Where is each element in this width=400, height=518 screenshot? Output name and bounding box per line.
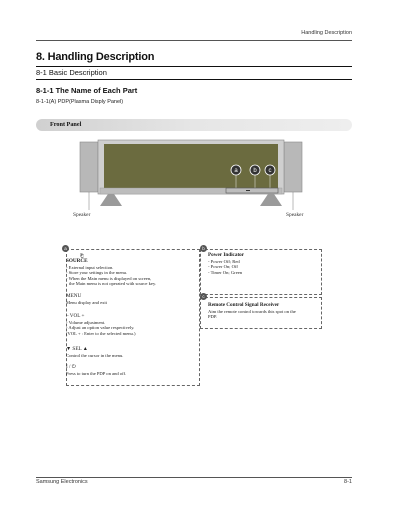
right-speaker-illustration	[284, 142, 302, 192]
page-title: 8. Handling Description	[36, 51, 155, 63]
callout-a-text: a	[234, 168, 238, 174]
volume-line-3: (VOL + : Enter to the selected menu.)	[66, 330, 136, 336]
callout-b-text: b	[253, 168, 257, 174]
select-desc: Control the cursor in the menu.	[66, 352, 124, 358]
power-indicator-section	[208, 253, 318, 275]
footer-divider	[36, 477, 352, 478]
remote-receiver-title: Remote Control Signal Receiver	[208, 302, 280, 308]
pdp-front-illustration	[60, 136, 320, 214]
remote-receiver-section	[208, 303, 318, 320]
menu-desc: Menu display and exit	[66, 299, 107, 305]
front-panel-label: Front Panel	[50, 121, 82, 128]
running-header: Handling Description	[301, 30, 352, 36]
footer-page-number: 8-1	[344, 479, 352, 485]
power-indicator-line-3: - Timer On; Green	[208, 269, 243, 275]
model-subheading: 8-1-1(A) PDP(Plasma Disply Panel)	[36, 99, 124, 105]
power-title: I / ⏻	[66, 364, 76, 370]
box-c-badge: c	[200, 293, 207, 300]
left-stand	[100, 194, 122, 206]
power-section	[66, 365, 196, 376]
menu-title: MENU	[66, 293, 82, 299]
source-line-1: - External input selection.	[66, 264, 114, 270]
left-speaker-illustration	[80, 142, 98, 192]
source-line-4: the Main menu is not operated with source key.	[69, 281, 157, 287]
menu-section	[66, 294, 196, 305]
section-subtitle: 8-1 Basic Description	[36, 68, 107, 77]
speaker-label-left: Speaker	[73, 212, 91, 218]
callout-c-text: c	[268, 168, 272, 174]
power-indicator-line-1: - Power Off; Red	[208, 258, 240, 264]
volume-section	[66, 314, 196, 336]
source-line-2: - Store your settings in the menu.	[66, 270, 128, 276]
select-section	[66, 347, 196, 358]
select-title: ▼ SEL ▲	[66, 346, 88, 352]
right-stand	[260, 194, 282, 206]
footer-company: Samsung Electronics	[36, 479, 88, 485]
volume-line-1: - Volume adjustment.	[66, 319, 106, 325]
volume-line-2: - Adjust an option value respectively.	[66, 325, 135, 331]
remote-receiver-line-2: PDP.	[208, 314, 218, 320]
power-indicator-line-2: - Power On; Off	[208, 264, 238, 270]
source-title: SOURCE	[66, 258, 88, 264]
source-section	[66, 259, 196, 287]
volume-title: – VOL +	[66, 313, 85, 319]
source-icon: ⎗	[80, 253, 84, 258]
box-a-badge: a	[62, 245, 69, 252]
header-divider	[36, 40, 352, 41]
source-line-3: - When the Main menu is displayed on screen,	[66, 275, 152, 281]
speaker-label-right: Speaker	[286, 212, 304, 218]
remote-receiver-line-1: Aim the remote control towards this spot on the	[208, 308, 296, 314]
power-desc: Press to turn the PDP on and off.	[66, 370, 127, 376]
part-heading: 8-1-1 The Name of Each Part	[36, 86, 138, 95]
front-panel-bar	[36, 119, 352, 131]
subtitle-rule	[36, 79, 352, 80]
title-rule	[36, 66, 352, 67]
box-b-badge: b	[200, 245, 207, 252]
power-indicator-title: Power Indicator	[208, 252, 245, 258]
